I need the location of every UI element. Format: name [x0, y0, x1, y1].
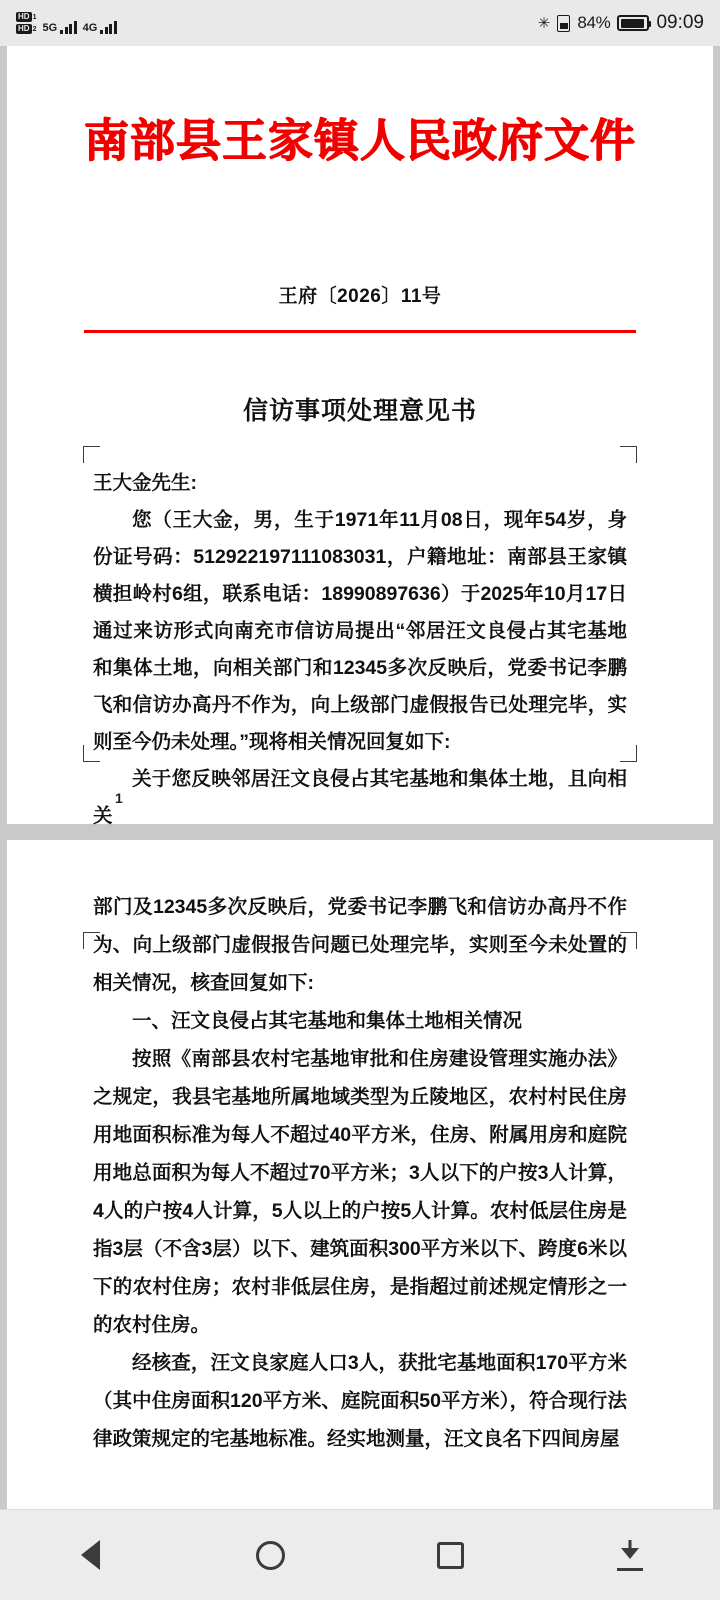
page1-body [93, 465, 627, 835]
document-viewer[interactable] [0, 46, 720, 1510]
corner-mark-top-right-2 [620, 932, 637, 949]
back-button[interactable] [48, 1524, 132, 1586]
network-type-1: 5G [42, 22, 58, 34]
page2-paragraph-2: 按照《南部县农村宅基地审批和住房建设管理实施办法》之规定，我县宅基地所属地域类型为丘陵地区，农村村民住房用地面积标准为每人不超过40平方米，住房、附属用房和庭院用地总面积为每人不超过70平方米；3人以下的户按3人计算，4人的户按4人计算，5人以上的户按5人计算。农村低层住房是指3层（不含3层）以下、建筑面积300平方米以下、跨度6米以下的农村住房；农村非低层住房，是指超过前述规定情形之一的农村住房。 [93, 1048, 627, 1336]
hd-index-2: 2 [32, 25, 37, 33]
signal-group-2 [83, 20, 117, 34]
corner-mark-top-left-2 [83, 932, 100, 949]
clock-label: 09:09 [656, 12, 704, 33]
corner-mark-top-right [620, 446, 637, 463]
home-circle-icon [256, 1541, 285, 1570]
bluetooth-icon: ✳ [537, 15, 551, 32]
document-subtitle: 信访事项处理意见书 [242, 396, 477, 425]
hd-label-1: HD [18, 12, 30, 21]
corner-mark-top-left [83, 446, 100, 463]
sim-card-icon [557, 15, 570, 32]
document-page-1 [7, 46, 713, 827]
page2-heading-1: 一、汪文良侵占其宅基地和集体土地相关情况 [132, 1010, 523, 1032]
network-type-2: 4G [82, 22, 98, 34]
signal-bars-icon-2 [100, 20, 117, 34]
page2-body [93, 840, 627, 1458]
back-triangle-icon [81, 1540, 100, 1570]
document-page-2 [7, 840, 713, 1510]
system-navigation-bar [0, 1509, 720, 1600]
battery-percent-label: 84% [577, 13, 611, 32]
status-bar [0, 0, 720, 46]
hd-sim1-icon [16, 12, 36, 22]
corner-mark-bottom-left [83, 745, 100, 762]
status-bar-right [538, 12, 704, 34]
page2-paragraph-1: 部门及12345多次反映后，党委书记李鹏飞和信访办高丹不作为、向上级部门虚假报告问题已处理完毕，实则至今未处置的相关情况，核查回复如下: [93, 896, 627, 994]
hd-index-1: 1 [32, 13, 37, 21]
hd-sim2-icon [16, 24, 36, 34]
corner-mark-bottom-right [620, 745, 637, 762]
document-number: 王府〔2026〕11号 [278, 286, 442, 307]
volte-indicators [16, 12, 36, 34]
page1-paragraph-1: 您（王大金，男，生于1971年11月08日，现年54岁，身份证号码：512922197111083031，户籍地址：南部县王家镇横担岭村6组，联系电话：18990897636）于2025年10月17日通过来访形式向南充市信访局提出“邻居汪文良侵占其宅基地和集体土地，向相关部门和12345多次反映后，党委书记李鹏飞和信访办高丹不作为，向上级部门虚假报告已处理完毕，实则至今仍未处理。”现将相关情况回复如下: [93, 508, 627, 753]
battery-icon [617, 15, 649, 31]
signal-group-1 [42, 20, 76, 34]
salutation-line: 王大金先生: [93, 471, 197, 494]
recent-square-icon [437, 1542, 464, 1569]
page-number-label: 1 [115, 790, 123, 806]
download-button[interactable] [588, 1524, 672, 1586]
document-title: 南部县王家镇人民政府文件 [83, 114, 636, 167]
status-bar-left [16, 12, 117, 34]
page1-paragraph-2: 关于您反映邻居汪文良侵占其宅基地和集体土地，且向相关 [93, 767, 627, 827]
download-arrow-icon [615, 1539, 645, 1571]
recent-apps-button[interactable] [408, 1524, 492, 1586]
hd-label-2: HD [18, 24, 30, 33]
red-divider-rule [84, 330, 636, 333]
home-button[interactable] [228, 1524, 312, 1586]
signal-bars-icon-1 [60, 20, 77, 34]
page2-paragraph-3: 经核查，汪文良家庭人口3人，获批宅基地面积170平方米（其中住房面积120平方米、庭院面积50平方米），符合现行法律政策规定的宅基地标准。经实地测量，汪文良名下四间房屋 [93, 1352, 627, 1450]
